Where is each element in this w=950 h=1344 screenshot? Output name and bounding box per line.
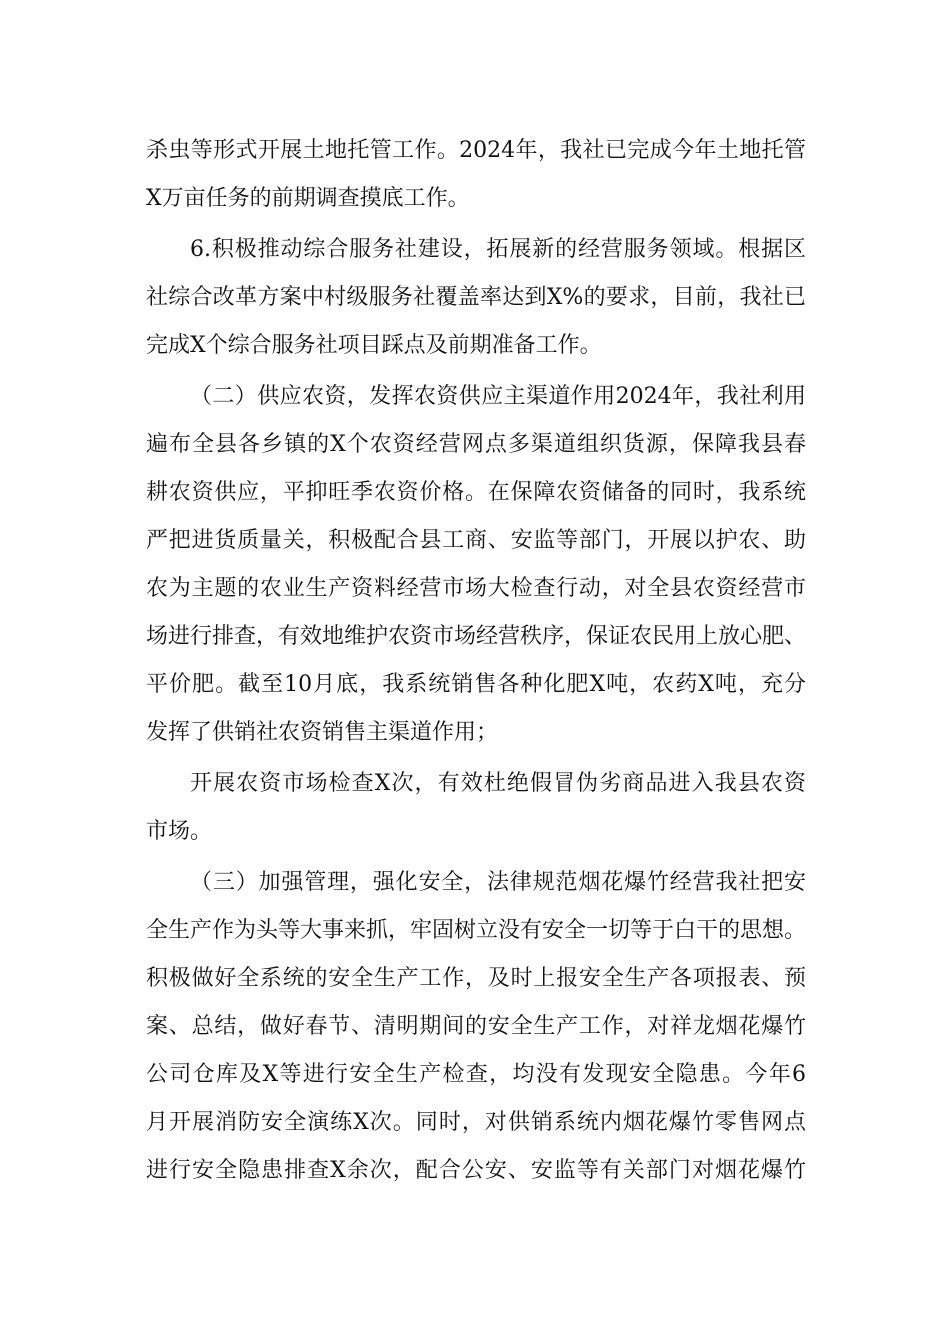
text-line: 全生产作为头等大事来抓，牢固树立没有安全一切等于白干的思想。 [146, 918, 806, 943]
text-line: 场进行排查，有效地维护农资市场经营秩序，保证农民用上放心肥、 [146, 624, 806, 649]
text-line: X万亩任务的前期调查摸底工作。 [146, 186, 470, 211]
text-line: 开展农资市场检查X次，有效杜绝假冒伪劣商品进入我县农资 [190, 771, 806, 796]
paragraph-land-trusteeship [146, 127, 806, 223]
text-line: 发挥了供销社农资销售主渠道作用； [146, 720, 499, 745]
text-line: 严把进货质量关，积极配合县工商、安监等部门，开展以护农、助 [146, 528, 806, 553]
paragraph-service-cooperative [146, 226, 806, 370]
paragraph-agricultural-supplies [146, 373, 806, 757]
text-line: （三）加强管理，强化安全，法律规范烟花爆竹经营我社把安 [190, 870, 806, 895]
text-line: 完成X个综合服务社项目踩点及前期准备工作。 [146, 333, 602, 358]
text-line: 遍布全县各乡镇的X个农资经营网点多渠道组织货源，保障我县春 [146, 432, 806, 457]
text-line: 公司仓库及X等进行安全生产检查，均没有发现安全隐患。今年6 [146, 1062, 806, 1087]
paragraph-market-inspection [146, 760, 806, 856]
text-line: 案、总结，做好春节、清明期间的安全生产工作，对祥龙烟花爆竹 [146, 1014, 806, 1039]
text-line: 平价肥。截至10月底，我系统销售各种化肥X吨，农药X吨，充分 [146, 672, 806, 697]
text-line: （二）供应农资，发挥农资供应主渠道作用2024年，我社利用 [190, 384, 806, 409]
text-line: 耕农资供应，平抑旺季农资价格。在保障农资储备的同时，我系统 [146, 480, 806, 505]
text-line: 积极做好全系统的安全生产工作，及时上报安全生产各项报表、预 [146, 966, 806, 991]
text-line: 农为主题的农业生产资料经营市场大检查行动，对全县农资经营市 [146, 576, 806, 601]
text-line: 月开展消防安全演练X次。同时，对供销系统内烟花爆竹零售网点 [146, 1110, 806, 1135]
text-line: 6.积极推动综合服务社建设，拓展新的经营服务领域。根据区 [190, 237, 806, 262]
paragraph-fireworks-safety [146, 859, 806, 1195]
text-line: 市场。 [146, 819, 213, 844]
document-body [146, 127, 806, 1198]
text-line: 杀虫等形式开展土地托管工作。2024年，我社已完成今年土地托管 [146, 138, 806, 163]
text-line: 社综合改革方案中村级服务社覆盖率达到X%的要求，目前，我社已 [146, 285, 806, 310]
text-line: 进行安全隐患排查X余次，配合公安、安监等有关部门对烟花爆竹 [146, 1158, 806, 1183]
